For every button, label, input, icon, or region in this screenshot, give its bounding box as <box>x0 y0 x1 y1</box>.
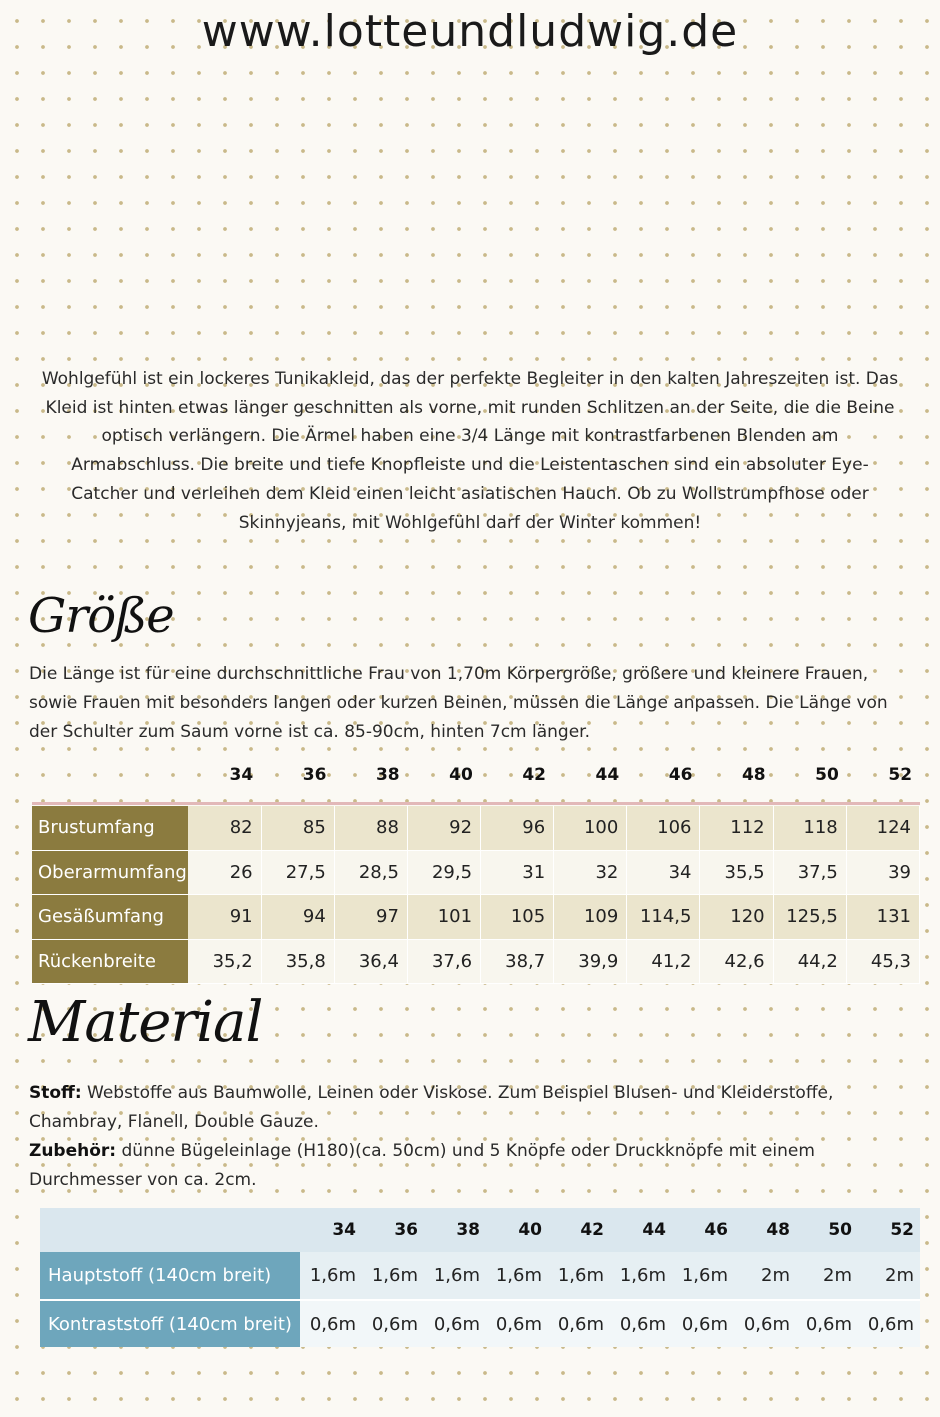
table-cell: 0,6m <box>300 1301 362 1347</box>
size-header-cell: 48 <box>734 1208 796 1252</box>
table-cell: 85 <box>261 806 334 850</box>
groesse-heading: Größe <box>28 588 174 644</box>
material-heading: Material <box>28 990 263 1055</box>
table-cell: 125,5 <box>773 895 846 940</box>
table-cell: 101 <box>407 895 480 940</box>
table-cell: 36,4 <box>334 939 407 984</box>
table-row <box>32 895 920 940</box>
row-label: Brustumfang <box>32 806 188 850</box>
table-cell: 0,6m <box>796 1301 858 1347</box>
table-cell: 106 <box>627 806 700 850</box>
table-cell: 37,5 <box>773 850 846 895</box>
table-cell: 44,2 <box>773 939 846 984</box>
table-cell: 41,2 <box>627 939 700 984</box>
table-cell: 100 <box>554 806 627 850</box>
table-cell: 35,2 <box>188 939 261 984</box>
table-cell: 96 <box>481 806 554 850</box>
size-header-cell: 50 <box>796 1208 858 1252</box>
stoff-text: Webstoffe aus Baumwolle, Leinen oder Viskose. Zum Beispiel Blusen- und Kleiderstoffe, Chambray, Flanell, Double Gauze. <box>29 1083 834 1132</box>
table-row <box>40 1252 920 1299</box>
table-cell: 1,6m <box>548 1252 610 1299</box>
size-table-header <box>188 758 920 792</box>
table-cell: 0,6m <box>486 1301 548 1347</box>
size-header-cell: 52 <box>888 765 913 785</box>
size-measurement-table <box>32 806 920 984</box>
table-cell: 2m <box>858 1252 920 1299</box>
table-cell: 37,6 <box>407 939 480 984</box>
table-cell: 42,6 <box>700 939 773 984</box>
table-cell: 0,6m <box>610 1301 672 1347</box>
table-header-row <box>40 1208 920 1252</box>
size-header-cell: 42 <box>548 1208 610 1252</box>
stoff-label: Stoff: <box>29 1083 82 1103</box>
table-cell: 38,7 <box>481 939 554 984</box>
table-cell: 29,5 <box>407 850 480 895</box>
header-blank-cell <box>40 1208 300 1252</box>
size-header-cell: 38 <box>375 765 400 785</box>
table-cell: 39,9 <box>554 939 627 984</box>
table-cell: 105 <box>481 895 554 940</box>
row-label: Gesäßumfang <box>32 895 188 940</box>
table-cell: 31 <box>481 850 554 895</box>
material-table <box>40 1208 920 1347</box>
size-header-cell: 34 <box>300 1208 362 1252</box>
size-table-rule <box>32 802 920 805</box>
table-cell: 2m <box>734 1252 796 1299</box>
size-header-cell: 46 <box>672 1208 734 1252</box>
table-cell: 1,6m <box>424 1252 486 1299</box>
table-cell: 45,3 <box>846 939 919 984</box>
table-cell: 28,5 <box>334 850 407 895</box>
table-cell: 131 <box>846 895 919 940</box>
table-cell: 0,6m <box>672 1301 734 1347</box>
table-cell: 94 <box>261 895 334 940</box>
site-url[interactable]: www.lotteundludwig.de <box>201 6 739 57</box>
table-cell: 1,6m <box>486 1252 548 1299</box>
size-header-cell: 48 <box>741 765 766 785</box>
table-row <box>32 850 920 895</box>
table-cell: 1,6m <box>672 1252 734 1299</box>
table-cell: 112 <box>700 806 773 850</box>
size-header-cell: 46 <box>668 765 693 785</box>
size-header-cell: 34 <box>229 765 254 785</box>
groesse-text: Die Länge ist für eine durchschnittliche Frau von 1,70m Körpergröße, größere und kleinere Frauen, sowie Frauen mit besonders langen oder kurzen Beinen, müssen die Länge anpassen. Die Länge von der Schulter zum Saum vorne ist ca. 85-90cm, hinten 7cm länger. <box>29 664 888 742</box>
size-header-cell: 50 <box>815 765 839 785</box>
table-row <box>40 1301 920 1347</box>
size-header-cell: 40 <box>486 1208 548 1252</box>
table-row <box>32 806 920 850</box>
table-cell: 32 <box>554 850 627 895</box>
table-cell: 0,6m <box>858 1301 920 1347</box>
table-cell: 0,6m <box>548 1301 610 1347</box>
table-cell: 0,6m <box>362 1301 424 1347</box>
table-cell: 0,6m <box>424 1301 486 1347</box>
table-cell: 34 <box>627 850 700 895</box>
table-cell: 120 <box>700 895 773 940</box>
size-header-cell: 40 <box>449 765 473 785</box>
table-cell: 27,5 <box>261 850 334 895</box>
row-label: Hauptstoff (140cm breit) <box>40 1252 300 1299</box>
zubehoer-text: dünne Bügeleinlage (H180)(ca. 50cm) und 5 Knöpfe oder Druckknöpfe mit einem Durchmesser von ca. 2cm. <box>29 1141 815 1190</box>
table-cell: 35,8 <box>261 939 334 984</box>
table-cell: 1,6m <box>300 1252 362 1299</box>
table-cell: 35,5 <box>700 850 773 895</box>
table-row <box>32 939 920 984</box>
table-cell: 82 <box>188 806 261 850</box>
material-text <box>29 1079 909 1195</box>
size-header-cell: 52 <box>858 1208 920 1252</box>
table-cell: 92 <box>407 806 480 850</box>
table-cell: 124 <box>846 806 919 850</box>
table-cell: 39 <box>846 850 919 895</box>
size-header-cell: 42 <box>522 765 547 785</box>
table-cell: 2m <box>796 1252 858 1299</box>
table-cell: 114,5 <box>627 895 700 940</box>
table-cell: 0,6m <box>734 1301 796 1347</box>
size-header-cell: 36 <box>362 1208 424 1252</box>
zubehoer-label: Zubehör: <box>29 1141 117 1161</box>
table-cell: 91 <box>188 895 261 940</box>
size-header-cell: 44 <box>595 765 620 785</box>
size-header-cell: 44 <box>610 1208 672 1252</box>
table-cell: 109 <box>554 895 627 940</box>
table-cell: 1,6m <box>610 1252 672 1299</box>
row-label: Oberarmumfang <box>32 850 188 895</box>
table-cell: 88 <box>334 806 407 850</box>
row-label: Rückenbreite <box>32 939 188 984</box>
table-cell: 97 <box>334 895 407 940</box>
table-cell: 1,6m <box>362 1252 424 1299</box>
size-header-cell: 38 <box>424 1208 486 1252</box>
table-cell: 26 <box>188 850 261 895</box>
table-cell: 118 <box>773 806 846 850</box>
intro-text: Wohlgefühl ist ein lockeres Tunikakleid, das der perfekte Begleiter in den kalten Jahreszeiten ist. Das Kleid ist hinten etwas länger geschnitten als vorne, mit runden Schlitzen an der Seite, die die Beine optisch verlängern. Die Ärmel haben eine 3/4 Länge mit kontrastfarbenen Blenden am Armabschluss. Die breite und tiefe Knopfleiste und die Leistentaschen sind ein absoluter Eye-Catcher und verleihen dem Kleid einen leicht asiatischen Hauch. Ob zu Wollstrumpfhose oder Skinnyjeans, mit Wohlgefühl darf der Winter kommen! <box>41 369 899 533</box>
row-label: Kontraststoff (140cm breit) <box>40 1301 300 1347</box>
size-header-cell: 36 <box>302 765 327 785</box>
